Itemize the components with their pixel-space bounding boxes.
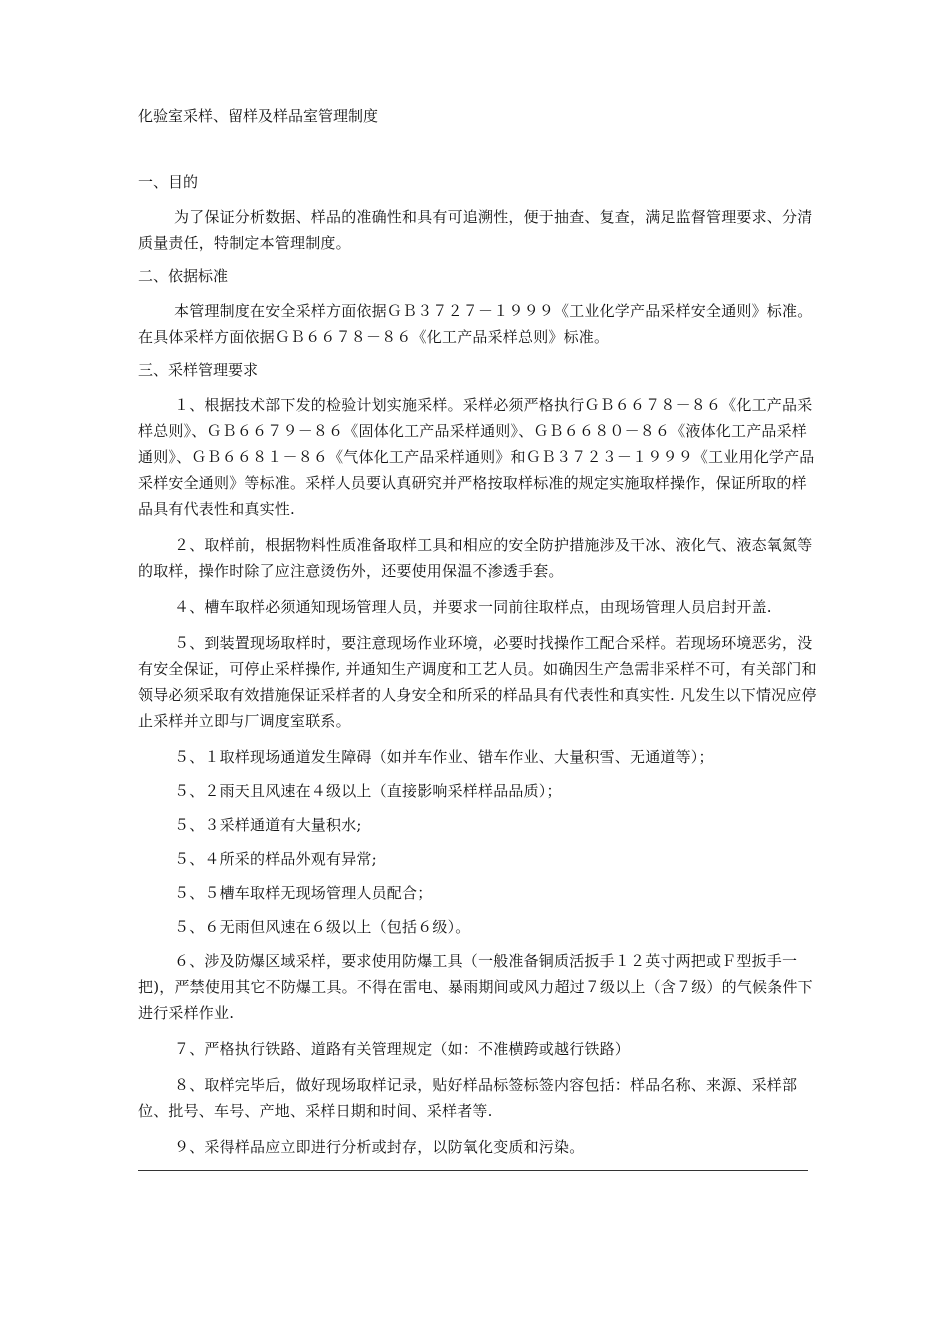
document-page [138, 106, 818, 1171]
paragraph: ７、严格执行铁路、道路有关管理规定（如：不准横跨或越行铁路） [174, 1040, 631, 1058]
section-sampling-requirements [138, 360, 818, 1160]
paragraph: ５、４所采的样品外观有异常; [174, 850, 377, 868]
paragraph: ５、３采样通道有大量积水; [174, 816, 362, 834]
paragraph: ２、取样前，根据物料性质准备取样工具和相应的安全防护措施涉及干冰、液化气、液态氧氮等的取样，操作时除了应注意烫伤外，还要使用保温不渗透手套。 [138, 536, 813, 580]
paragraph: ４、槽车取样必须通知现场管理人员，并要求一同前往取样点，由现场管理人员启封开盖. [174, 598, 772, 616]
section-heading: 三、采样管理要求 [138, 361, 259, 379]
paragraph: ５、２雨天且风速在４级以上（直接影响采样样品品质）； [174, 782, 562, 800]
paragraph: １、根据技术部下发的检验计划实施采样。采样必须严格执行ＧＢ６６７８－８６《化工产品采样总则》、ＧＢ６６７９－８６《固体化工产品采样通则》、ＧＢ６６８０－８６《液体化工产品采样通则》、ＧＢ６６８１－８６《气体化工产品采样通则》和ＧＢ３７２３－１９９９《工业用化学产品采样安全通则》等标准。采样人员要认真研究并严格按取样标准的规定实施取样操作，保证所取的样品具有代表性和真实性. [138, 396, 815, 518]
paragraph: 本管理制度在安全采样方面依据ＧＢ３７２７－１９９９《工业化学产品采样安全通则》标准。在具体采样方面依据ＧＢ６６７８－８６《化工产品采样总则》标准。 [138, 302, 813, 346]
paragraph: ８、取样完毕后，做好现场取样记录，贴好样品标签标签内容包括：样品名称、来源、采样部位、批号、车号、产地、采样日期和时间、采样者等. [138, 1076, 798, 1120]
paragraph: ５、到装置现场取样时，要注意现场作业环境，必要时找操作工配合采样。若现场环境恶劣，没有安全保证，可停止采样操作, 并通知生产调度和工艺人员。如确因生产急需非采样不可，有关部门和领导必须采取有效措施保证采样者的人身安全和所采的样品具有代表性和真实性. 凡发生以下情况应停止采样并立即与厂调度室联系。 [138, 634, 817, 730]
paragraph: ５、５槽车取样无现场管理人员配合； [174, 884, 433, 902]
paragraph: ５、１取样现场通道发生障碍（如并车作业、错车作业、大量积雪、无通道等）； [174, 748, 714, 766]
section-standards [138, 266, 818, 350]
document-title: 化验室采样、留样及样品室管理制度 [138, 107, 379, 125]
paragraph: ９、采得样品应立即进行分析或封存，以防氧化变质和污染。 [174, 1138, 585, 1156]
horizontal-rule [138, 1170, 808, 1171]
section-heading: 二、依据标准 [138, 267, 229, 285]
section-heading: 一、目的 [138, 173, 199, 191]
section-purpose [138, 172, 818, 256]
paragraph: 为了保证分析数据、样品的准确性和具有可追溯性，便于抽查、复查，满足监督管理要求、分清质量责任，特制定本管理制度。 [138, 208, 813, 252]
paragraph: ６、涉及防爆区域采样，要求使用防爆工具（一般准备铜质活扳手１２英寸两把或Ｆ型扳手一把)，严禁使用其它不防爆工具。不得在雷电、暴雨期间或风力超过７级以上（含７级）的气候条件下进行采样作业. [138, 952, 813, 1022]
paragraph: ５、６无雨但风速在６级以上（包括６级）。 [174, 918, 471, 936]
